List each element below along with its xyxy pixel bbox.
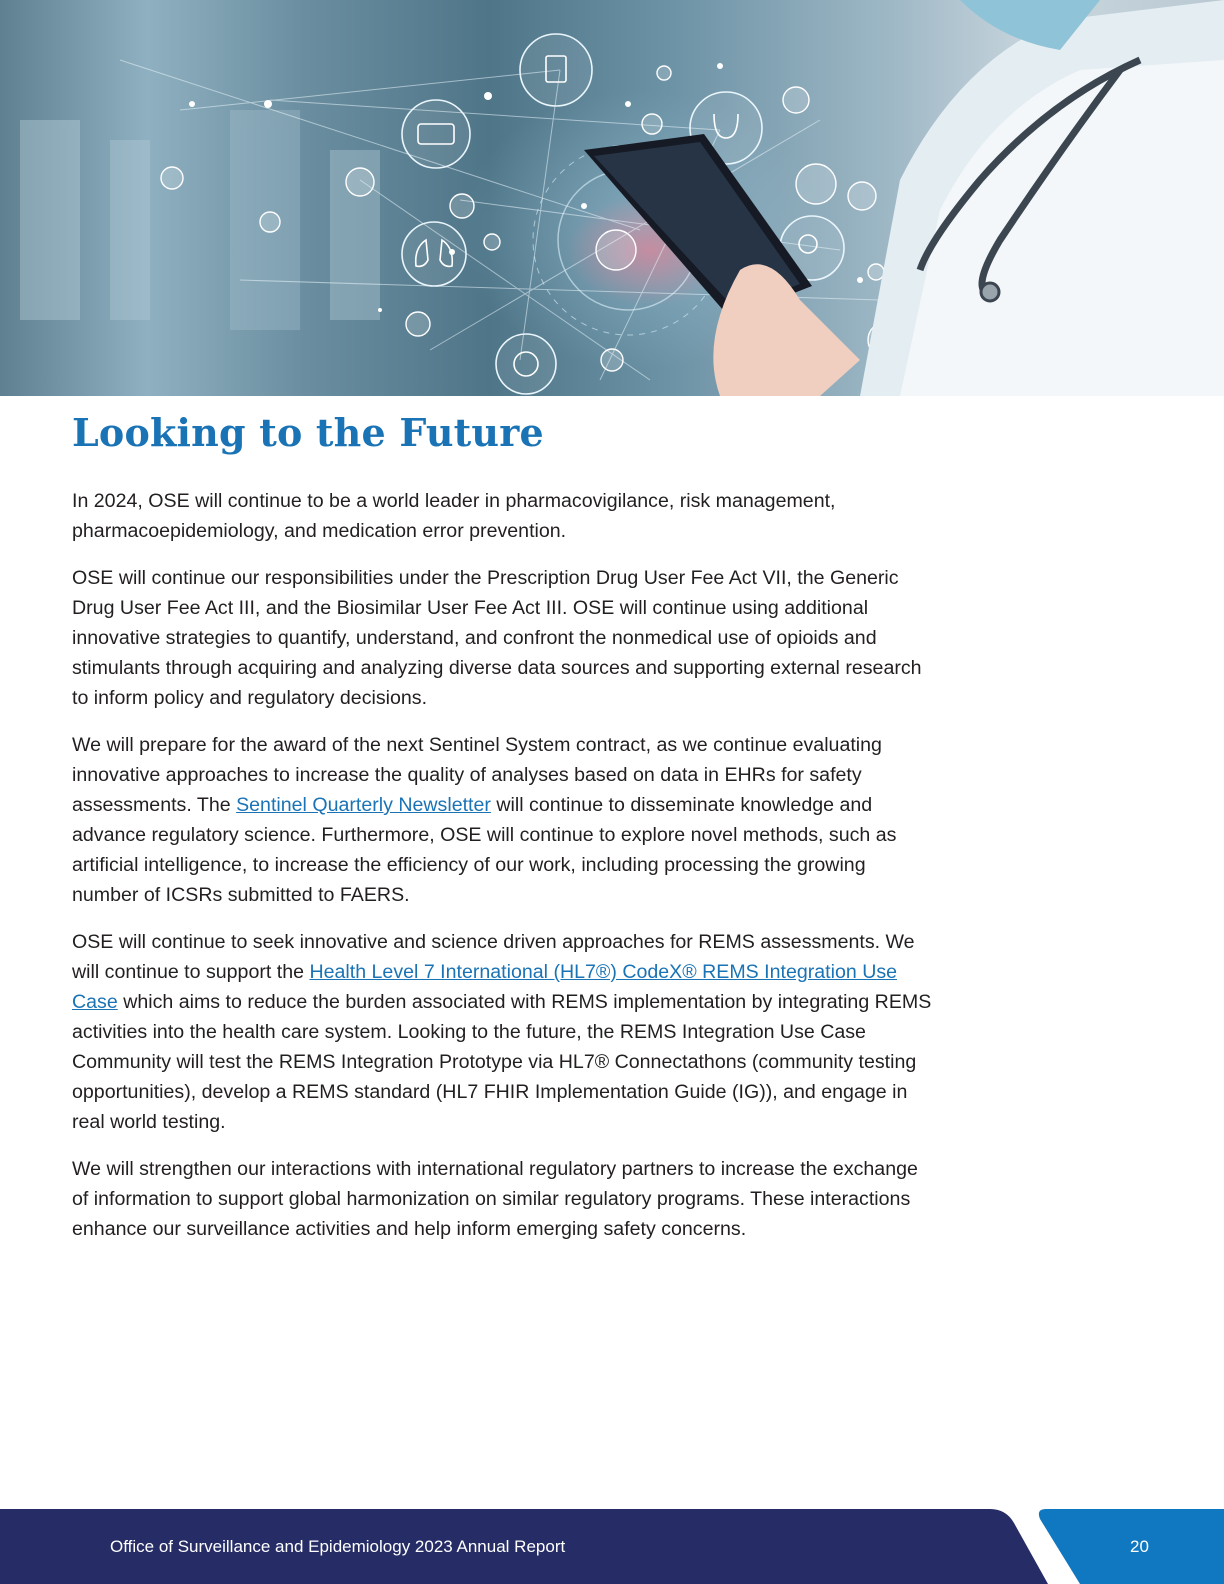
paragraph-user-fee-acts: OSE will continue our responsibilities under the Prescription Drug User Fee Act VII, the Generic Drug User Fee Act III, and the Biosimilar User Fee Act III. OSE will continue using additional innovative strategies to quantify, understand, and confront the nonmedical use of opioids and stimulants through acquiring and analyzing diverse data sources and supporting external research to inform policy and regulatory decisions. bbox=[72, 567, 922, 709]
paragraph-text: We will prepare for the award of the next Sentinel System contract, as we continue evaluating innovative approaches to increase the quality of analyses based on data in EHRs for safety assessments. The bbox=[72, 734, 882, 816]
paragraph-text: which aims to reduce the burden associated with REMS implementation by integrating REMS activities into the health care system. Looking to the future, the REMS Integration Use Case Community will test the REMS Integration Prototype via HL7® Connectathons (community testing opportunities), develop a REMS standard (HL7 FHIR Implementation Guide (IG)), and engage in real world testing. bbox=[72, 991, 932, 1133]
paragraph-sentinel bbox=[72, 730, 932, 910]
bg-blur-column bbox=[20, 120, 80, 320]
lungs-icon bbox=[402, 222, 466, 286]
page-title: Looking to the Future bbox=[72, 410, 544, 455]
page-number: 20 bbox=[1130, 1537, 1149, 1556]
clock-icon bbox=[496, 334, 556, 394]
clipboard-icon bbox=[520, 34, 592, 106]
hl7-codex-rems-link[interactable]: Health Level 7 International (HL7®) CodeX® REMS Integration Use Case bbox=[72, 961, 898, 1013]
paragraph-text: OSE will continue to seek innovative and science driven approaches for REMS assessments. We will continue to support the bbox=[72, 931, 915, 983]
ambulance-icon bbox=[402, 100, 470, 168]
paragraph-rems bbox=[72, 927, 932, 1137]
paragraph-outlook: In 2024, OSE will continue to be a world leader in pharmacovigilance, risk management, pharmacoepidemiology, and medication error prevention. bbox=[72, 490, 836, 542]
sentinel-newsletter-link[interactable]: Sentinel Quarterly Newsletter bbox=[236, 794, 491, 816]
body-text bbox=[72, 486, 932, 1261]
hero-image bbox=[0, 0, 1224, 396]
paragraph-international: We will strengthen our interactions with international regulatory partners to increase the exchange of information to support global harmonization on similar regulatory programs. These interactions enhance our surveillance activities and help inform emerging safety concerns. bbox=[72, 1158, 918, 1240]
paragraph-text: will continue to disseminate knowledge and advance regulatory science. Furthermore, OSE will continue to explore novel methods, such as artificial intelligence, to increase the efficiency of our work, including processing the growing number of ICSRs submitted to FAERS. bbox=[72, 794, 897, 906]
bg-blur-column bbox=[110, 140, 150, 320]
footer-report-title: Office of Surveillance and Epidemiology 2023 Annual Report bbox=[110, 1537, 566, 1556]
doctor-figure bbox=[713, 0, 1224, 396]
